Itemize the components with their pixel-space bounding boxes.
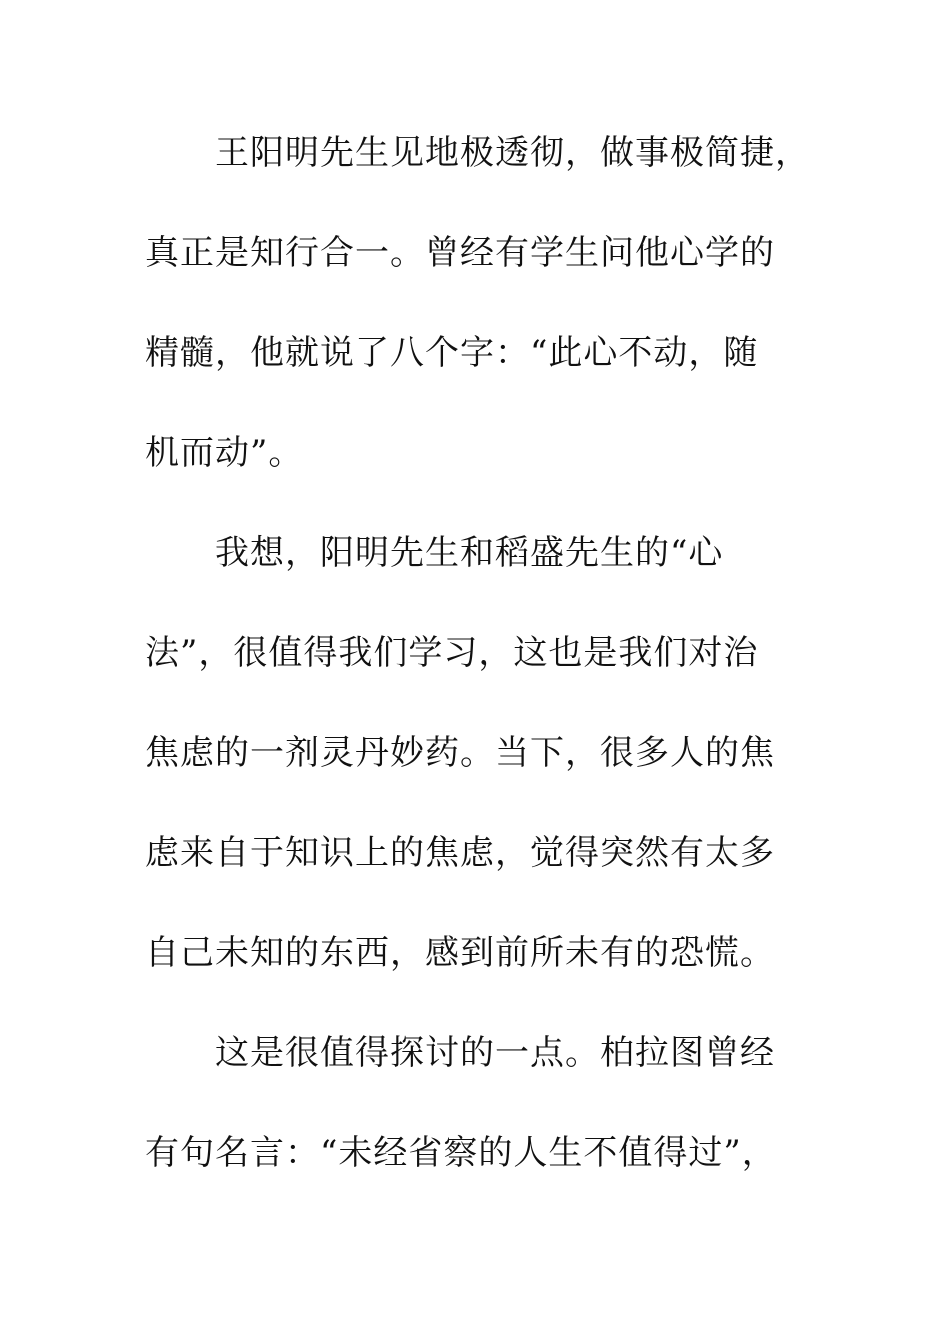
paragraph-1-line-3: 精髓，他就说了八个字：“此心不动，随 (145, 333, 759, 373)
paragraph-3-line-2: 有句名言：“未经省察的人生不值得过”， (145, 1133, 777, 1173)
paragraph-3-line-1: 这是很值得探讨的一点。柏拉图曾经 (215, 1033, 775, 1073)
paragraph-1-line-1: 王阳明先生见地极透彻，做事极简捷， (215, 133, 810, 173)
paragraph-2-line-3: 焦虑的一剂灵丹妙药。当下，很多人的焦 (145, 733, 775, 773)
paragraph-2-line-5: 自己未知的东西，感到前所未有的恐慌。 (145, 933, 775, 973)
paragraph-1-line-4: 机而动”。 (145, 433, 304, 473)
paragraph-2-line-2: 法”，很值得我们学习，这也是我们对治 (145, 633, 759, 673)
paragraph-2-line-4: 虑来自于知识上的焦虑，觉得突然有太多 (145, 833, 775, 873)
paragraph-1-line-2: 真正是知行合一。曾经有学生问他心学的 (145, 233, 775, 273)
paragraph-2-line-1: 我想，阳明先生和稻盛先生的“心 (215, 533, 724, 573)
